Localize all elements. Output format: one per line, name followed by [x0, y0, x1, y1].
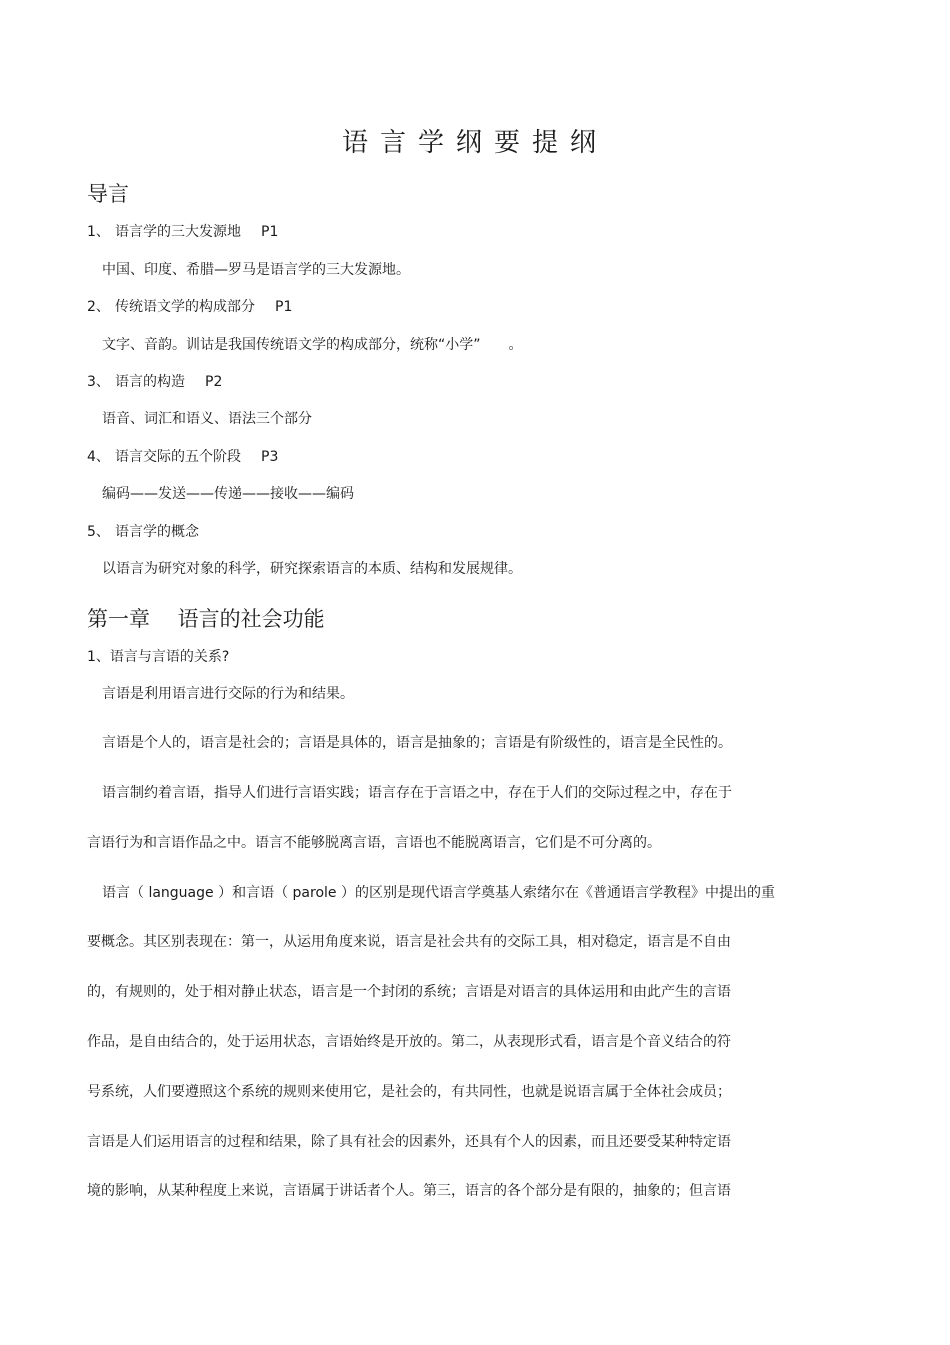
intro-answer-4: 编码——发送——传递——接收——编码: [102, 486, 354, 502]
intro-answer-1: 中国、印度、希腊—罗马是语言学的三大发源地。: [102, 262, 410, 278]
chapter-heading: 第一章 语言的社会功能: [87, 607, 325, 631]
item-number: 3、: [87, 374, 110, 390]
intro-item-2: [87, 296, 292, 316]
item-text: 语言学的三大发源地: [115, 224, 241, 240]
intro-item-5: [87, 521, 219, 541]
item-text: 语言学的概念: [115, 524, 199, 540]
page-reference: P3: [261, 449, 279, 465]
intro-item-3: [87, 371, 222, 391]
item-number: 5、: [87, 524, 110, 540]
paragraph-line: 要概念。其区别表现在：第一，从运用角度来说，语言是社会共有的交际工具，相对稳定，语言是不自由: [87, 934, 731, 950]
page-reference: P2: [205, 374, 223, 390]
intro-answer-3: 语音、词汇和语义、语法三个部分: [102, 411, 312, 427]
page-reference: P1: [275, 299, 293, 315]
paragraph-line: 言语是人们运用语言的过程和结果，除了具有社会的因素外，还具有个人的因素，而且还要受某种特定语: [87, 1134, 731, 1150]
paragraph-line: 号系统，人们要遵照这个系统的规则来使用它，是社会的，有共同性，也就是说语言属于全体社会成员；: [87, 1084, 731, 1100]
paragraph-line: 作品，是自由结合的，处于运用状态，言语始终是开放的。第二，从表现形式看，语言是个音义结合的符: [87, 1034, 731, 1050]
question-heading: 1、语言与言语的关系?: [87, 649, 230, 665]
paragraph-line: 言语行为和言语作品之中。语言不能够脱离言语，言语也不能脱离语言，它们是不可分离的。: [87, 835, 661, 851]
intro-answer-2: 文字、音韵。训诂是我国传统语文学的构成部分，统称“小学” 。: [102, 337, 523, 353]
item-number: 1、: [87, 224, 110, 240]
page-reference: P1: [261, 224, 279, 240]
item-number: 2、: [87, 299, 110, 315]
paragraph-line: 境的影响，从某种程度上来说，言语属于讲话者个人。第三，语言的各个部分是有限的，抽象的；但言语: [87, 1183, 731, 1199]
document-title: 语言学纲要提纲: [341, 128, 608, 158]
paragraph-line: 语言制约着言语，指导人们进行言语实践；语言存在于言语之中，存在于人们的交际过程之中，存在于: [102, 785, 732, 801]
item-text: 语言交际的五个阶段: [115, 449, 241, 465]
intro-item-1: [87, 221, 278, 241]
intro-answer-5: 以语言为研究对象的科学，研究探索语言的本质、结构和发展规律。: [102, 561, 522, 577]
paragraph-line: 语言（ language ）和言语（ parole ）的区别是现代语言学奠基人索绪尔在《普通语言学教程》中提出的重: [102, 885, 775, 901]
paragraph-line: 言语是个人的，语言是社会的；言语是具体的，语言是抽象的；言语是有阶级性的，语言是全民性的。: [102, 735, 732, 751]
paragraph-line: 言语是利用语言进行交际的行为和结果。: [102, 686, 354, 702]
intro-heading: 导言: [87, 182, 129, 206]
item-number: 4、: [87, 449, 110, 465]
intro-item-4: [87, 446, 278, 466]
item-text: 传统语文学的构成部分: [115, 299, 255, 315]
paragraph-line: 的，有规则的，处于相对静止状态，语言是一个封闭的系统；言语是对语言的具体运用和由此产生的言语: [87, 984, 731, 1000]
item-text: 语言的构造: [115, 374, 185, 390]
